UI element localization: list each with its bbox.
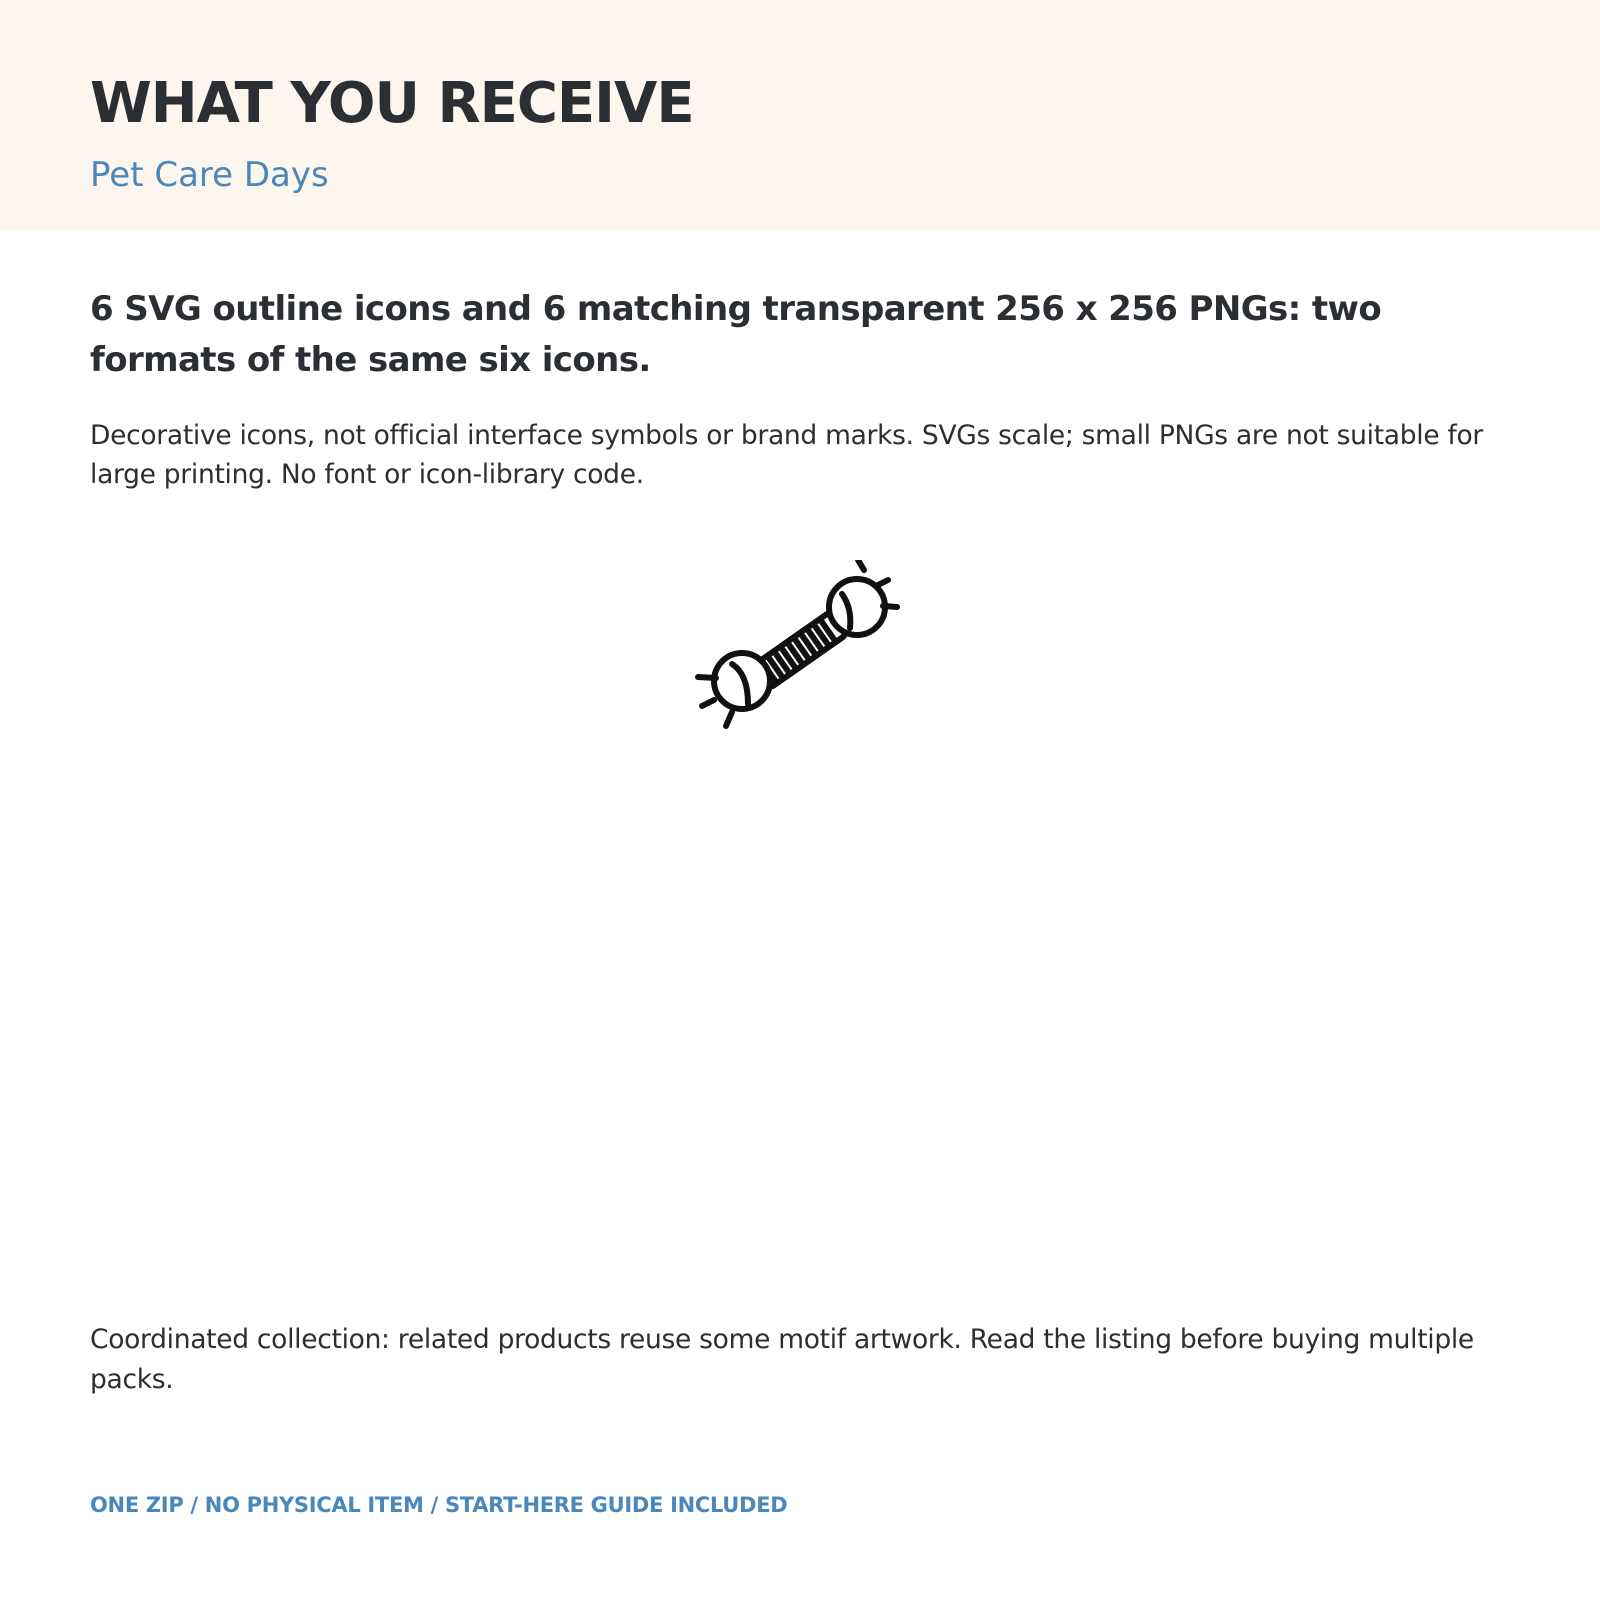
collection-note: Coordinated collection: related products reuse some motif artwork. Read the listing before buying multiple packs. [90,1324,1474,1395]
footer-tagline: ONE ZIP / NO PHYSICAL ITEM / START-HERE GUIDE INCLUDED [90,1493,788,1517]
usage-description: Decorative icons, not official interface symbols or brand marks. SVGs scale; small PNGs are not suitable for large printing. No font or icon-library code. [90,420,1483,490]
page-subtitle: Pet Care Days [90,155,329,195]
dog-bone-icon [690,560,910,740]
page-title: WHAT YOU RECEIVE [90,71,694,136]
contents-headline: 6 SVG outline icons and 6 matching transparent 256 x 256 PNGs: two formats of the same six icons. [90,289,1382,380]
